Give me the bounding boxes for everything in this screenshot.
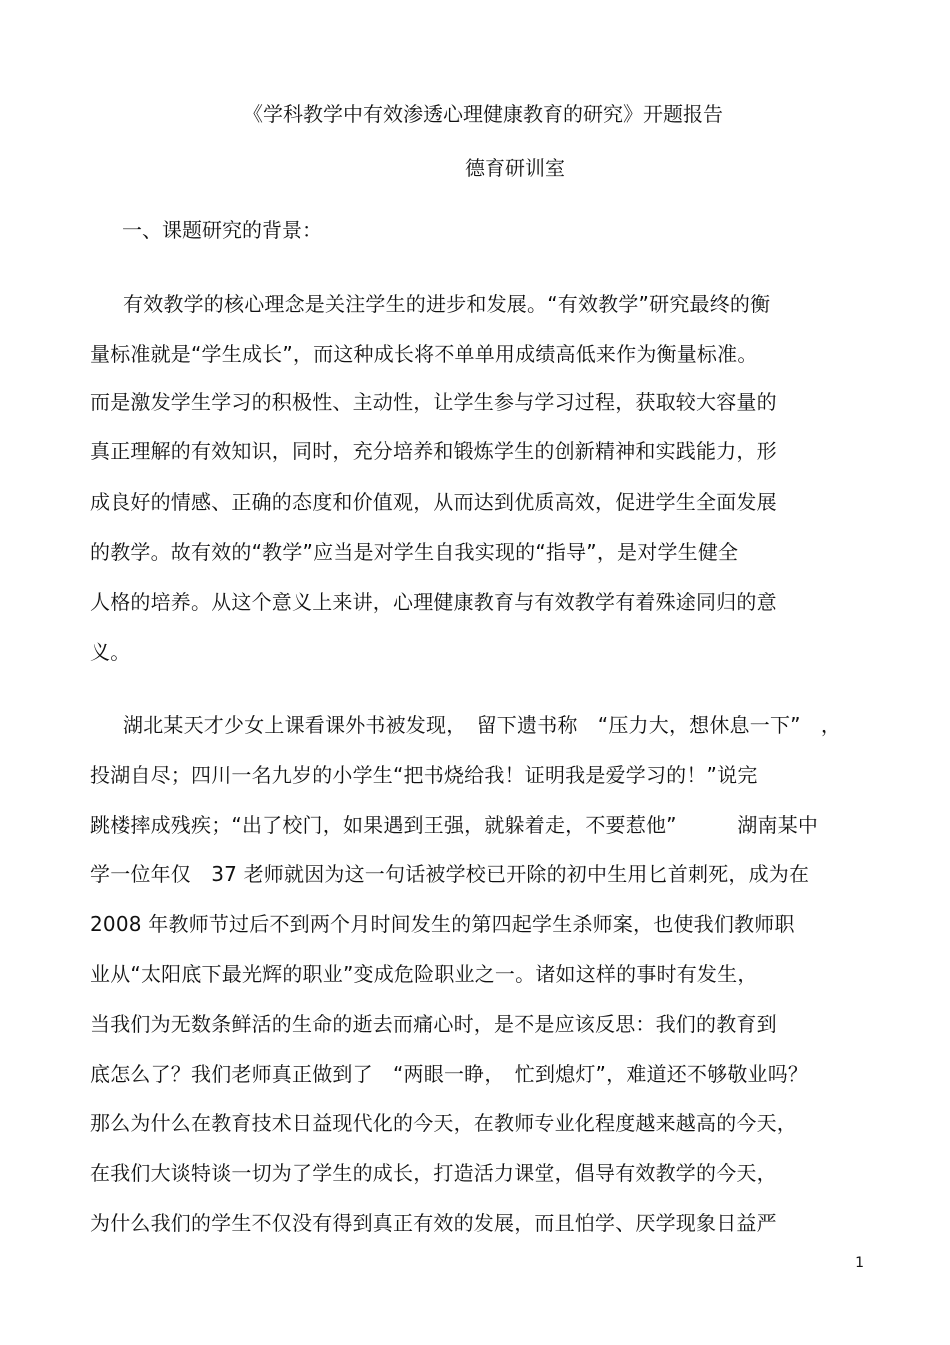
paragraph-line: 量标准就是“学生成长”，而这种成长将不单单用成绩高低来作为衡量标准。 (90, 342, 758, 366)
paragraph-line: 成良好的情感、正确的态度和价值观，从而达到优质高效，促进学生全面发展 (90, 490, 777, 514)
paragraph-line: 真正理解的有效知识，同时，充分培养和锻炼学生的创新精神和实践能力，形 (90, 439, 777, 463)
paragraph-line: 学一位年仅 37 老师就因为这一句话被学校已开除的初中生用匕首刺死，成为在 (90, 862, 810, 886)
paragraph-line: 为什么我们的学生不仅没有得到真正有效的发展，而且怕学、厌学现象日益严 (90, 1211, 777, 1235)
paragraph-line: 底怎么了？我们老师真正做到了 “两眼一睁， 忙到熄灯”，难道还不够敬业吗？ (90, 1062, 809, 1086)
paragraph-line: 当我们为无数条鲜活的生命的逝去而痛心时，是不是应该反思：我们的教育到 (90, 1012, 777, 1036)
section-heading: 一、课题研究的背景： (122, 218, 322, 242)
paragraph-line: 那么为什么在教育技术日益现代化的今天，在教师专业化程度越来越高的今天， (90, 1111, 797, 1135)
paragraph-line: 在我们大谈特谈一切为了学生的成长，打造活力课堂，倡导有效教学的今天， (90, 1161, 777, 1185)
paragraph-line: 而是激发学生学习的积极性、主动性，让学生参与学习过程，获取较大容量的 (90, 390, 777, 414)
paragraph-line: 的教学。故有效的“教学”应当是对学生自我实现的“指导”，是对学生健全 (90, 540, 739, 564)
paragraph-line: 投湖自尽；四川一名九岁的小学生“把书烧给我！证明我是爱学习的！”说完 (90, 763, 758, 787)
paragraph-line: 义。 (90, 640, 131, 664)
paragraph-line: 业从“太阳底下最光辉的职业”变成危险职业之一。诸如这样的事时有发生， (90, 962, 758, 986)
page-number: 1 (855, 1255, 864, 1271)
paragraph-line: 有效教学的核心理念是关注学生的进步和发展。“有效教学”研究最终的衡 (123, 292, 771, 316)
paragraph-line: 跳楼摔成残疾；“出了校门，如果遇到王强，就躲着走，不要惹他” 湖南某中 (90, 813, 819, 837)
paragraph-line: 2008 年教师节过后不到两个月时间发生的第四起学生杀师案，也使我们教师职 (90, 912, 795, 936)
paragraph-line: 人格的培养。从这个意义上来讲，心理健康教育与有效教学有着殊途同归的意 (90, 590, 777, 614)
document-title: 《学科教学中有效渗透心理健康教育的研究》开题报告 (243, 102, 723, 126)
document-author: 德育研训室 (465, 156, 565, 180)
paragraph-line: 湖北某天才少女上课看课外书被发现， 留下遗书称 “压力大，想休息一下” ， (123, 713, 842, 737)
